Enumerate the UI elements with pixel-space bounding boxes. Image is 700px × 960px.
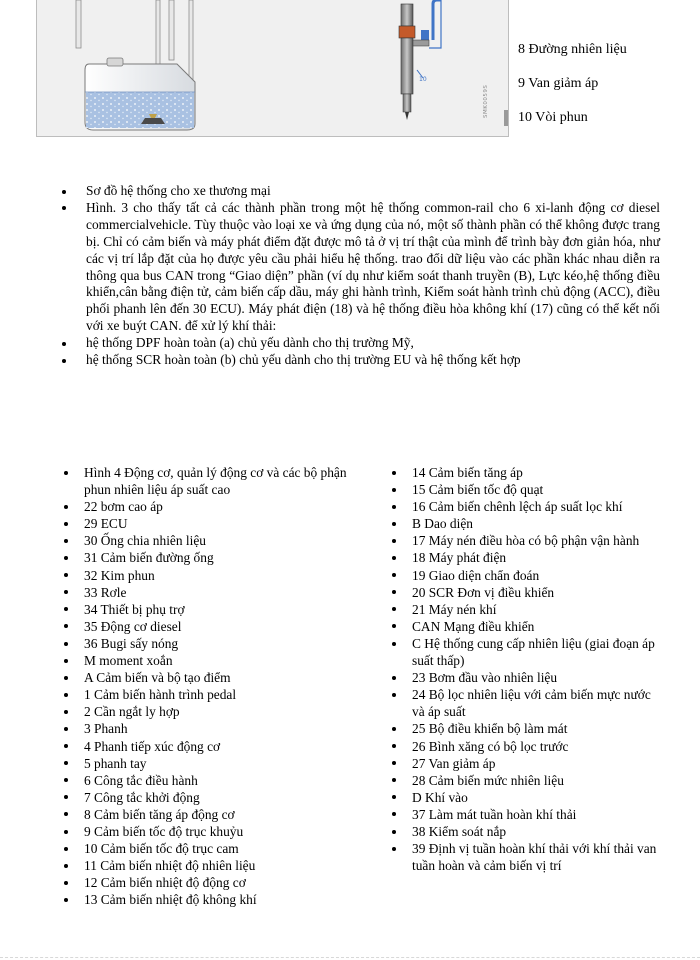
list-item: 36 Bugi sấy nóng: [62, 635, 352, 652]
list-item: 34 Thiết bị phụ trợ: [62, 601, 352, 618]
list-item: 13 Cảm biến nhiệt độ không khí: [62, 891, 352, 908]
list-item: 4 Phanh tiếp xúc động cơ: [62, 738, 352, 755]
legend-item-injector: 10 Vòi phun: [518, 110, 588, 125]
list-item: 32 Kim phun: [62, 567, 352, 584]
list-item: B Dao diện: [390, 515, 660, 532]
list-item: 15 Cảm biến tốc độ quạt: [390, 481, 660, 498]
list-item: 24 Bộ lọc nhiên liệu với cảm biến mực nước và áp suất: [390, 686, 660, 720]
list-item: 2 Cần ngắt ly hợp: [62, 703, 352, 720]
callout-10-label: 10: [419, 76, 427, 83]
legend-item-pressure-valve: 9 Van giảm áp: [518, 76, 599, 91]
list-item: 11 Cảm biến nhiệt độ nhiên liệu: [62, 857, 352, 874]
list-item: 26 Bình xăng có bộ lọc trước: [390, 738, 660, 755]
list-item: 18 Máy phát điện: [390, 549, 660, 566]
intro-scr-item: hệ thống SCR hoàn toàn (b) chủ yếu dành cho thị trường EU và hệ thống kết hợp: [60, 352, 660, 369]
list-item: 28 Cảm biến mức nhiên liệu: [390, 772, 660, 789]
list-item: 22 bơm cao áp: [62, 498, 352, 515]
list-item: 31 Cảm biến đường ống: [62, 549, 352, 566]
list-item: 19 Giao diện chẩn đoán: [390, 567, 660, 584]
list-item: A Cảm biến và bộ tạo điểm: [62, 669, 352, 686]
injector: [399, 0, 441, 120]
intro-bullet-list: [60, 183, 660, 369]
fuel-system-diagram: [36, 0, 509, 137]
page-bottom-divider: [0, 957, 700, 958]
list-item: 25 Bộ điều khiển bộ làm mát: [390, 720, 660, 737]
list-item: 39 Định vị tuần hoàn khí thải với khí thải van tuần hoàn và cảm biến vị trí: [390, 840, 660, 874]
list-item: 5 phanh tay: [62, 755, 352, 772]
list-item: 30 Ống chia nhiên liệu: [62, 532, 352, 549]
intro-paragraph: Hình. 3 cho thấy tất cả các thành phần trong một hệ thống common-rail cho 6 xi-lanh động cơ diesel commercialvehicle. Tùy thuộc vào loại xe và ứng dụng của nó, một số thành phần có thể không được trang bị. Chỉ có cảm biến và máy phát điểm đặt được mô tả ở vị trí thật của mình để trình bày đơn giản hóa, như các vị trí lắp đặt của họ được yêu cầu phải hiểu hệ thống. trao đổi dữ liệu vào các phần khác nhau diễn ra thông qua bus CAN trong “Giao diện” phần (ví dụ như kiểm soát thanh truyền (B), Lực kéo,hệ thống điều khiển,cân bằng điện tử, cảm biến cấp dầu, máy ghi hành trình, Kiểm soát hành trình chủ động (ACC), điều phối phanh lên đến 30 ECU). Máy phát điện (18) và hệ thống điều hòa không khí (17) cũng có thể kết nối với xe buýt CAN. để xử lý khí thải:: [60, 200, 660, 335]
diagram-graphic: [37, 0, 510, 137]
figure-code-watermark: SMK0059S: [483, 84, 489, 118]
list-item: Hình 4 Động cơ, quản lý động cơ và các bộ phận phun nhiên liệu áp suất cao: [62, 464, 352, 498]
list-item: 14 Cảm biến tăng áp: [390, 464, 660, 481]
intro-dpf-item: hệ thống DPF hoàn toàn (a) chủ yếu dành cho thị trường Mỹ,: [60, 335, 660, 352]
list-item: 29 ECU: [62, 515, 352, 532]
list-item: 16 Cảm biến chênh lệch áp suất lọc khí: [390, 498, 660, 515]
list-item: D Khí vào: [390, 789, 660, 806]
list-item: 7 Công tắc khởi động: [62, 789, 352, 806]
list-item: 33 Rơle: [62, 584, 352, 601]
component-list-right: [390, 464, 660, 874]
list-item: C Hệ thống cung cấp nhiên liệu (giai đoạn áp suất thấp): [390, 635, 660, 669]
list-item: 35 Động cơ diesel: [62, 618, 352, 635]
list-item: M moment xoắn: [62, 652, 352, 669]
list-item: 37 Làm mát tuần hoàn khí thải: [390, 806, 660, 823]
list-item: 21 Máy nén khí: [390, 601, 660, 618]
legend-item-fuel-line: 8 Đường nhiên liệu: [518, 42, 627, 57]
list-item: 27 Van giảm áp: [390, 755, 660, 772]
intro-heading: Sơ đồ hệ thống cho xe thương mại: [60, 183, 660, 200]
list-item: 17 Máy nén điều hòa có bộ phận vận hành: [390, 532, 660, 549]
list-item: 20 SCR Đơn vị điều khiển: [390, 584, 660, 601]
component-list-left: [62, 464, 352, 908]
list-item: CAN Mạng điều khiển: [390, 618, 660, 635]
list-item: 1 Cảm biến hành trình pedal: [62, 686, 352, 703]
list-item: 9 Cảm biến tốc độ trục khuỷu: [62, 823, 352, 840]
fuel-tank: [85, 58, 195, 130]
list-item: 6 Công tắc điều hành: [62, 772, 352, 789]
list-item: 8 Cảm biến tăng áp động cơ: [62, 806, 352, 823]
list-item: 10 Cảm biến tốc độ trục cam: [62, 840, 352, 857]
list-item: 23 Bơm đầu vào nhiên liệu: [390, 669, 660, 686]
list-item: 38 Kiểm soát nắp: [390, 823, 660, 840]
list-item: 3 Phanh: [62, 720, 352, 737]
list-item: 12 Cảm biến nhiệt độ động cơ: [62, 874, 352, 891]
